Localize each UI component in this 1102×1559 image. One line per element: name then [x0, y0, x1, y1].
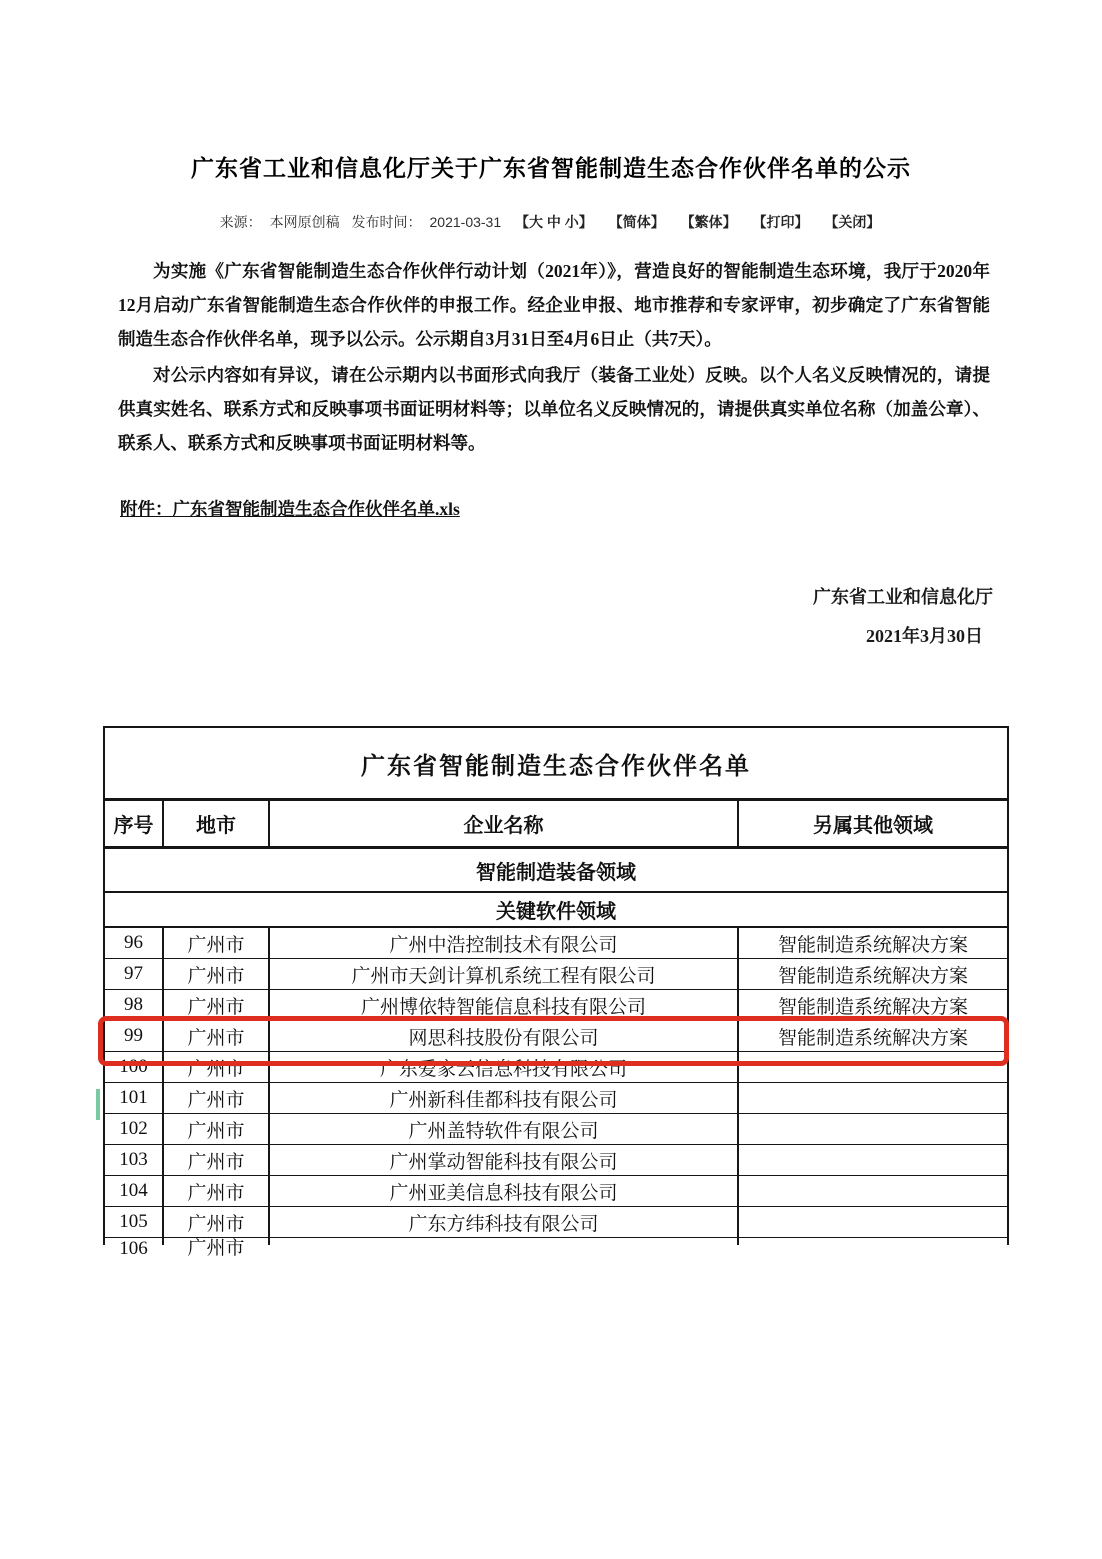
cell-field: [738, 1114, 1008, 1145]
table-row: [104, 959, 1008, 990]
simplified-button[interactable]: 【简体】: [608, 214, 665, 230]
table-row: [104, 927, 1008, 959]
cell-no: 102: [104, 1114, 163, 1145]
meta-time-value: 2021-03-31: [429, 214, 502, 230]
attachment-link[interactable]: 附件：广东省智能制造生态合作伙伴名单.xls: [120, 499, 460, 519]
cell-city: 广州市: [163, 927, 269, 959]
cell-no: 98: [104, 990, 163, 1021]
section-label: 智能制造装备领域: [104, 848, 1008, 893]
col-header-city: 地市: [163, 800, 269, 848]
article-body: [118, 254, 990, 462]
cell-company: 广州中浩控制技术有限公司: [269, 927, 738, 959]
print-button[interactable]: 【打印】: [752, 214, 809, 230]
cell-city: 广州市: [163, 1052, 269, 1083]
cell-no: 106: [104, 1238, 163, 1246]
cell-field: [738, 1145, 1008, 1176]
signature-date: 2021年3月30日: [866, 626, 983, 646]
partner-table: [103, 726, 1009, 1259]
meta-bar: [0, 212, 1102, 232]
cell-city: 广州市: [163, 1114, 269, 1145]
col-header-company: 企业名称: [269, 800, 738, 848]
selection-mark-row-101: [96, 1089, 100, 1120]
cell-field: [738, 1207, 1008, 1238]
close-button[interactable]: 【关闭】: [824, 214, 881, 230]
table-title-row: [104, 727, 1008, 800]
cell-no: 105: [104, 1207, 163, 1238]
table-title: 广东省智能制造生态合作伙伴名单: [104, 727, 1008, 800]
table-row: [104, 1083, 1008, 1114]
cell-no: 101: [104, 1083, 163, 1114]
cell-company: 广东爱家云信息科技有限公司: [269, 1052, 738, 1083]
table-row: [104, 1176, 1008, 1207]
cell-city: 广州市: [163, 1238, 269, 1246]
table-row: [104, 1021, 1008, 1052]
cell-no: 103: [104, 1145, 163, 1176]
col-header-field: 另属其他领域: [738, 800, 1008, 848]
table-body: [104, 927, 1008, 1259]
cell-field: 智能制造系统解决方案: [738, 927, 1008, 959]
cell-field: 智能制造系统解决方案: [738, 1021, 1008, 1052]
cell-company: 广州盖特软件有限公司: [269, 1114, 738, 1145]
meta-source-label: 来源：: [219, 214, 262, 230]
cell-no: 97: [104, 959, 163, 990]
meta-source-value: 本网原创稿: [269, 214, 340, 230]
cell-company: 广州新科佳都科技有限公司: [269, 1083, 738, 1114]
col-header-no: 序号: [104, 800, 163, 848]
cell-company: 广州掌动智能科技有限公司: [269, 1145, 738, 1176]
cell-field: 智能制造系统解决方案: [738, 959, 1008, 990]
cell-no: 104: [104, 1176, 163, 1207]
traditional-button[interactable]: 【繁体】: [680, 214, 737, 230]
table-row: [104, 1145, 1008, 1176]
cell-city: 广州市: [163, 1145, 269, 1176]
cell-field: 智能制造系统解决方案: [738, 990, 1008, 1021]
cell-city: 广州市: [163, 1021, 269, 1052]
cell-company: 广州博依特智能信息科技有限公司: [269, 990, 738, 1021]
cell-city: 广州市: [163, 1207, 269, 1238]
table-header-row: [104, 800, 1008, 848]
cell-city: 广州市: [163, 990, 269, 1021]
page-title: 广东省工业和信息化厅关于广东省智能制造生态合作伙伴名单的公示: [191, 155, 911, 181]
cell-field: [738, 1238, 1008, 1246]
table-row: [104, 1052, 1008, 1083]
cell-field: [738, 1083, 1008, 1114]
table-row-clipped: [104, 1238, 1008, 1246]
section-label: 关键软件领域: [104, 892, 1008, 927]
cell-city: 广州市: [163, 959, 269, 990]
cell-city: 广州市: [163, 1176, 269, 1207]
signature-department: 广东省工业和信息化厅: [813, 587, 993, 607]
meta-time-label: 发布时间：: [351, 214, 422, 230]
body-paragraph-1: 为实施《广东省智能制造生态合作伙伴行动计划（2021年）》，营造良好的智能制造生态环境，我厅于2020年12月启动广东省智能制造生态合作伙伴的申报工作。经企业申报、地市推荐和专家评审，初步确定了广东省智能制造生态合作伙伴名单，现予以公示。公示期自3月31日至4月6日止（共7天）。: [118, 261, 990, 349]
cell-no: 99: [104, 1021, 163, 1052]
cell-company: 广州亚美信息科技有限公司: [269, 1176, 738, 1207]
cell-company: 广东方纬科技有限公司: [269, 1207, 738, 1238]
cell-city: 广州市: [163, 1083, 269, 1114]
cell-field: [738, 1052, 1008, 1083]
table-row: [104, 1207, 1008, 1238]
cell-no: 96: [104, 927, 163, 959]
cell-company: 网思科技股份有限公司: [269, 1021, 738, 1052]
table-row: [104, 990, 1008, 1021]
cell-company: [269, 1238, 738, 1246]
font-size-button[interactable]: 【大 中 小】: [515, 214, 593, 230]
section-row-software: [104, 892, 1008, 927]
cell-field: [738, 1176, 1008, 1207]
table-row: [104, 1114, 1008, 1145]
section-row-equipment: [104, 848, 1008, 893]
cell-company: 广州市天剑计算机系统工程有限公司: [269, 959, 738, 990]
cell-no: 100: [104, 1052, 163, 1083]
body-paragraph-2: 对公示内容如有异议，请在公示期内以书面形式向我厅（装备工业处）反映。以个人名义反映情况的，请提供真实姓名、联系方式和反映事项书面证明材料等；以单位名义反映情况的，请提供真实单位名称（加盖公章）、联系人、联系方式和反映事项书面证明材料等。: [118, 365, 990, 453]
